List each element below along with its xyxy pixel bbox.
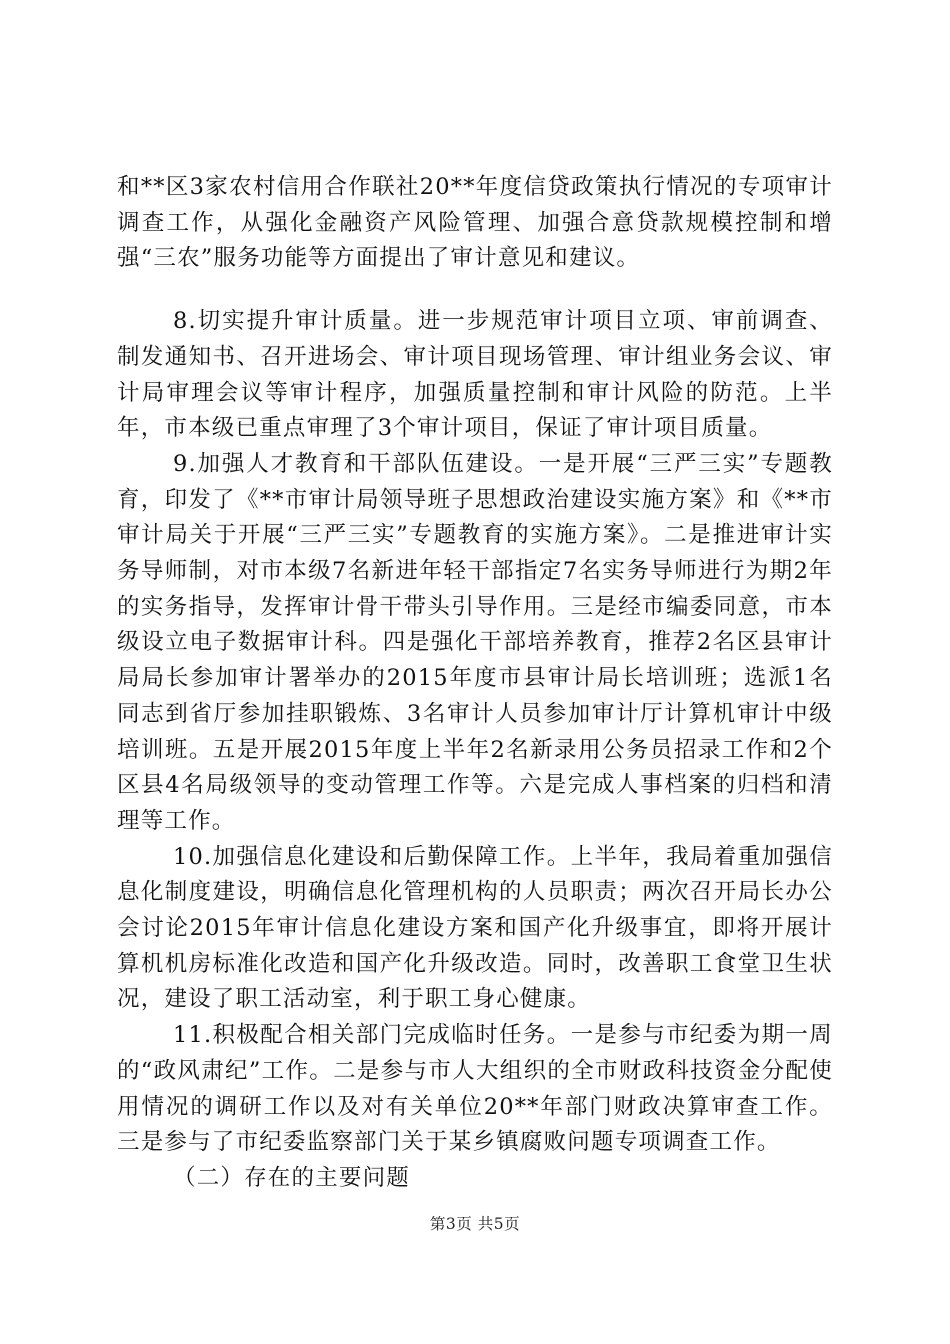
paragraph-item-11: 11.积极配合相关部门完成临时任务。一是参与市纪委为期一周的“政风肃纪”工作。二是参与市人大组织的全市财政科技资金分配使用情况的调研工作以及对有关单位20**年部门财政决算审查工作。三是参与了市纪委监察部门关于某乡镇腐败问题专项调查工作。 [117,1022,833,1156]
document-body [117,170,833,1197]
paragraph-item-8: 8.切实提升审计质量。进一步规范审计项目立项、审前调查、制发通知书、召开进场会、审计项目现场管理、审计组业务会议、审计局审理会议等审计程序，加强质量控制和审计风险的防范。上半年，市本级已重点审理了3个审计项目，保证了审计项目质量。 [117,308,833,442]
paragraph-item-9: 9.加强人才教育和干部队伍建设。一是开展“三严三实”专题教育，印发了《**市审计局领导班子思想政治建设实施方案》和《**市审计局关于开展“三严三实”专题教育的实施方案》。二是推进审计实务导师制，对市本级7名新进年轻干部指定7名实务导师进行为期2年的实务指导，发挥审计骨干带头引导作用。三是经市编委同意，市本级设立电子数据审计科。四是强化干部培养教育，推荐2名区县审计局局长参加审计署举办的2015年度市县审计局长培训班；选派1名同志到省厅参加挂职锻炼、3名审计人员参加审计厅计算机审计中级培训班。五是开展2015年度上半年2名新录用公务员招录工作和2个区县4名局级领导的变动管理工作等。六是完成人事档案的归档和清理等工作。 [117,450,833,834]
paragraph-continued: 和**区3家农村信用合作联社20**年度信贷政策执行情况的专项审计调查工作，从强化金融资产风险管理、加强合意贷款规模控制和增强“三农”服务功能等方面提出了审计意见和建议。 [117,174,833,272]
section-heading: （二）存在的主要问题 [173,1164,411,1191]
paragraph-item-10: 10.加强信息化建设和后勤保障工作。上半年，我局着重加强信息化制度建设，明确信息化管理机构的人员职责；两次召开局长办公会讨论2015年审计信息化建设方案和国产化升级事宜，即将开展计算机机房标准化改造和国产化升级改造。同时，改善职工食堂卫生状况，建设了职工活动室，利于职工身心健康。 [117,843,833,1013]
page-footer: 第3页 共5页 [429,1215,521,1233]
